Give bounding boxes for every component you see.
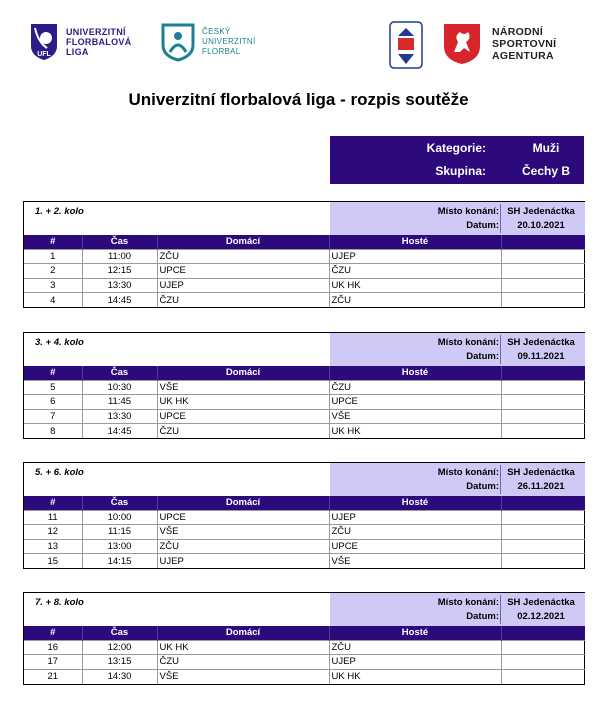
home-team: UK HK <box>157 395 329 410</box>
match-time: 11:45 <box>82 395 157 410</box>
home-team: ČZU <box>157 655 329 670</box>
match-number: 8 <box>24 424 82 439</box>
match-table <box>24 235 585 307</box>
match-table <box>24 626 585 684</box>
table-row <box>24 669 585 684</box>
empty-cell <box>501 669 585 684</box>
table-row <box>24 510 585 525</box>
date-value: 02.12.2021 <box>517 611 565 622</box>
match-time: 14:45 <box>82 293 157 308</box>
col-blank <box>501 235 585 249</box>
category-value: Muži <box>532 141 560 155</box>
nsa-line-3: AGENTURA <box>492 50 554 62</box>
away-team: UJEP <box>329 249 501 264</box>
category-row <box>330 141 584 161</box>
venue-label: Místo konání: <box>437 206 499 217</box>
col-time: Čas <box>82 235 157 249</box>
table-row <box>24 640 585 655</box>
away-team: VŠE <box>329 409 501 424</box>
empty-cell <box>501 395 585 410</box>
empty-cell <box>501 554 585 569</box>
away-team: UK HK <box>329 424 501 439</box>
table-row <box>24 380 585 395</box>
venue-label: Místo konání: <box>437 467 499 478</box>
match-number: 16 <box>24 640 82 655</box>
match-number: 5 <box>24 380 82 395</box>
col-away: Hosté <box>329 235 501 249</box>
date-value: 20.10.2021 <box>517 220 565 231</box>
table-row <box>24 655 585 670</box>
table-row <box>24 293 585 308</box>
round-block <box>23 462 585 569</box>
match-time: 10:30 <box>82 380 157 395</box>
round-block <box>23 592 585 685</box>
round-header <box>24 593 584 626</box>
home-team: UK HK <box>157 640 329 655</box>
czech-lion-shield-icon <box>442 22 482 66</box>
group-row <box>330 164 584 184</box>
venue-value: SH Jedenáctka <box>507 467 575 478</box>
empty-cell <box>501 640 585 655</box>
round-header <box>24 333 584 366</box>
home-team: UPCE <box>157 510 329 525</box>
match-time: 11:00 <box>82 249 157 264</box>
page-title: Univerzitní florbalová liga - rozpis soutěže <box>128 90 469 109</box>
col-blank <box>501 496 585 510</box>
col-away: Hosté <box>329 366 501 380</box>
empty-cell <box>501 278 585 293</box>
col-blank <box>501 366 585 380</box>
col-blank <box>501 626 585 640</box>
table-header-row <box>24 626 585 640</box>
venue-value: SH Jedenáctka <box>507 597 575 608</box>
ufl-badge-text: UFL <box>37 51 51 58</box>
home-team: VŠE <box>157 525 329 540</box>
table-row <box>24 278 585 293</box>
away-team: UJEP <box>329 655 501 670</box>
match-time: 13:30 <box>82 409 157 424</box>
nsa-logo <box>442 22 556 66</box>
round-block <box>23 201 585 308</box>
empty-cell <box>501 293 585 308</box>
match-time: 10:00 <box>82 510 157 525</box>
empty-cell <box>501 424 585 439</box>
date-value: 26.11.2021 <box>517 481 565 492</box>
home-team: VŠE <box>157 380 329 395</box>
home-team: ČZU <box>157 293 329 308</box>
col-home: Domácí <box>157 626 329 640</box>
ufl-logo <box>28 22 132 62</box>
round-block <box>23 332 585 439</box>
col-number: # <box>24 235 82 249</box>
empty-cell <box>501 249 585 264</box>
nsa-line-1: NÁRODNÍ <box>492 26 544 38</box>
col-time: Čas <box>82 626 157 640</box>
home-team: UJEP <box>157 278 329 293</box>
col-home: Domácí <box>157 366 329 380</box>
round-header <box>24 463 584 496</box>
venue-panel <box>330 202 585 235</box>
university-sports-emblem-icon <box>388 20 424 70</box>
col-number: # <box>24 626 82 640</box>
venue-value: SH Jedenáctka <box>507 337 575 348</box>
table-row <box>24 264 585 279</box>
match-time: 12:15 <box>82 264 157 279</box>
match-time: 14:30 <box>82 669 157 684</box>
table-row <box>24 424 585 439</box>
table-row <box>24 554 585 569</box>
match-number: 13 <box>24 539 82 554</box>
round-name: 1. + 2. kolo <box>35 206 84 217</box>
csa-logo <box>388 20 424 70</box>
cesky-florbal-logo <box>160 22 256 62</box>
match-table <box>24 366 585 438</box>
round-name: 7. + 8. kolo <box>35 597 84 608</box>
match-table <box>24 496 585 568</box>
nsa-line-2: SPORTOVNÍ <box>492 38 557 50</box>
col-home: Domácí <box>157 235 329 249</box>
florbal-shield-icon <box>160 22 196 62</box>
col-number: # <box>24 496 82 510</box>
away-team: UPCE <box>329 539 501 554</box>
match-number: 1 <box>24 249 82 264</box>
round-name: 3. + 4. kolo <box>35 337 84 348</box>
venue-label: Místo konání: <box>437 337 499 348</box>
ufl-shield-icon <box>28 22 60 62</box>
date-label: Datum: <box>466 481 499 492</box>
cf-line-3: FLORBAL <box>202 47 241 56</box>
col-home: Domácí <box>157 496 329 510</box>
away-team: VŠE <box>329 554 501 569</box>
table-header-row <box>24 496 585 510</box>
match-number: 12 <box>24 525 82 540</box>
category-box <box>330 136 584 184</box>
away-team: ZČU <box>329 525 501 540</box>
home-team: ZČU <box>157 249 329 264</box>
col-away: Hosté <box>329 496 501 510</box>
match-number: 21 <box>24 669 82 684</box>
date-label: Datum: <box>466 220 499 231</box>
venue-value: SH Jedenáctka <box>507 206 575 217</box>
empty-cell <box>501 510 585 525</box>
match-number: 3 <box>24 278 82 293</box>
away-team: ZČU <box>329 640 501 655</box>
logo-bar <box>0 22 597 74</box>
group-value: Čechy B <box>521 164 571 178</box>
empty-cell <box>501 380 585 395</box>
date-label: Datum: <box>466 351 499 362</box>
match-number: 11 <box>24 510 82 525</box>
venue-panel <box>330 593 585 626</box>
home-team: ZČU <box>157 539 329 554</box>
table-header-row <box>24 366 585 380</box>
cf-line-1: ČESKÝ <box>202 27 231 36</box>
venue-panel <box>330 463 585 496</box>
away-team: UJEP <box>329 510 501 525</box>
away-team: ZČU <box>329 293 501 308</box>
match-time: 13:30 <box>82 278 157 293</box>
category-label: Kategorie: <box>426 141 486 155</box>
match-time: 11:15 <box>82 525 157 540</box>
match-number: 6 <box>24 395 82 410</box>
match-number: 2 <box>24 264 82 279</box>
match-time: 12:00 <box>82 640 157 655</box>
col-number: # <box>24 366 82 380</box>
date-value: 09.11.2021 <box>517 351 565 362</box>
away-team: ČZU <box>329 264 501 279</box>
home-team: UPCE <box>157 409 329 424</box>
home-team: VŠE <box>157 669 329 684</box>
venue-label: Místo konání: <box>437 597 499 608</box>
away-team: UPCE <box>329 395 501 410</box>
col-away: Hosté <box>329 626 501 640</box>
away-team: UK HK <box>329 669 501 684</box>
table-row <box>24 249 585 264</box>
empty-cell <box>501 409 585 424</box>
venue-panel <box>330 333 585 366</box>
home-team: UPCE <box>157 264 329 279</box>
away-team: ČZU <box>329 380 501 395</box>
empty-cell <box>501 655 585 670</box>
group-label: Skupina: <box>435 164 486 178</box>
round-header <box>24 202 584 235</box>
match-time: 13:15 <box>82 655 157 670</box>
empty-cell <box>501 539 585 554</box>
empty-cell <box>501 525 585 540</box>
table-header-row <box>24 235 585 249</box>
ufl-line-2: FLORBALOVÁ <box>66 37 132 47</box>
col-time: Čas <box>82 366 157 380</box>
home-team: UJEP <box>157 554 329 569</box>
ufl-line-1: UNIVERZITNÍ <box>66 27 126 37</box>
match-time: 14:15 <box>82 554 157 569</box>
away-team: UK HK <box>329 278 501 293</box>
empty-cell <box>501 264 585 279</box>
match-number: 17 <box>24 655 82 670</box>
home-team: ČZU <box>157 424 329 439</box>
table-row <box>24 525 585 540</box>
ufl-line-3: LIGA <box>66 47 89 57</box>
match-number: 4 <box>24 293 82 308</box>
table-row <box>24 409 585 424</box>
col-time: Čas <box>82 496 157 510</box>
table-row <box>24 395 585 410</box>
table-row <box>24 539 585 554</box>
match-number: 15 <box>24 554 82 569</box>
match-time: 14:45 <box>82 424 157 439</box>
cf-line-2: UNIVERZITNÍ <box>202 37 256 46</box>
match-time: 13:00 <box>82 539 157 554</box>
match-number: 7 <box>24 409 82 424</box>
date-label: Datum: <box>466 611 499 622</box>
round-name: 5. + 6. kolo <box>35 467 84 478</box>
